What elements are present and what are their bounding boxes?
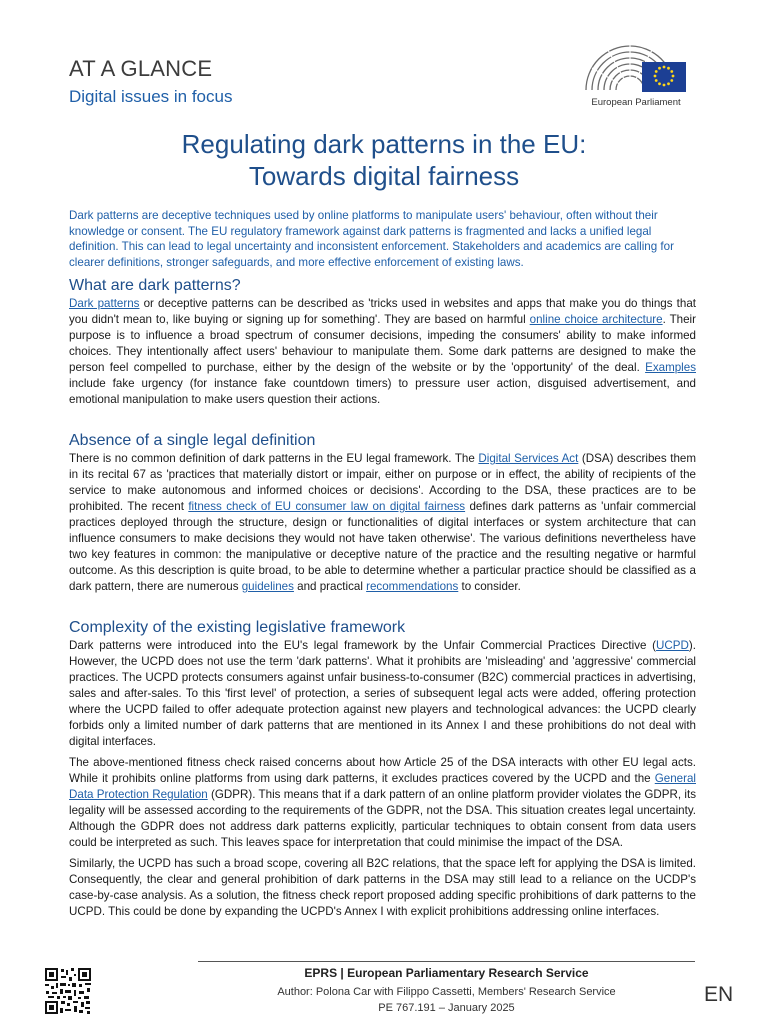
qr-code-icon — [45, 968, 91, 1014]
section-heading-complexity: Complexity of the existing legislative framework — [69, 619, 406, 636]
text-run: The above-mentioned fitness check raised concerns about how Article 25 of the DSA interacts with other EU legal acts. While it prohibits online platforms from using dark patterns, it excludes practices covered by the UCPD and the — [69, 756, 696, 785]
link-guidelines[interactable]: guidelines — [241, 580, 294, 593]
paragraph — [69, 296, 696, 408]
link-online-choice-architecture[interactable]: online choice architecture — [529, 313, 663, 326]
footer-divider — [198, 961, 695, 962]
language-code: EN — [704, 983, 734, 1006]
title-line-2: Towards digital fairness — [248, 161, 520, 191]
link-digital-services-act[interactable]: Digital Services Act — [478, 452, 579, 465]
section-body-complexity — [69, 638, 696, 925]
link-fitness-check[interactable]: fitness check of EU consumer law on digital fairness — [188, 500, 466, 513]
doc-series: Digital issues in focus — [69, 87, 233, 106]
text-run: ). However, the UCPD does not use the term 'dark patterns'. What it prohibits are 'misleading' and 'aggressive' commercial practices. The UCPD protects consumers against unfair business-to-consumer (B2C) commercial practices in advertising, sales and after-sales. To this 'first level' of protection, a series of subsequent legal acts were added, offering protection where the UCPD failed to offer adequate protection against new players and technological advances: the UCPD clearly forbids only a limited number of dark patterns that are mentioned in its Annex I and these prohibitions do not deal with digital interfaces. — [69, 639, 696, 748]
parliament-hemicycle-icon — [580, 38, 692, 96]
footer-reference: PE 767.191 – January 2025 — [378, 1002, 515, 1014]
link-examples[interactable]: Examples — [645, 361, 696, 374]
link-recommendations[interactable]: recommendations — [366, 580, 459, 593]
section-heading-what-are: What are dark patterns? — [69, 277, 241, 294]
paragraph — [69, 451, 696, 595]
text-run: (DSA) describes them in its recital 67 as 'practices that materially distort or impair, either on purpose or in effect, the ability of recipients of the service to make autonomous and informed choices or decisions'. According to the DSA, these practices are to be prohibited. The recent — [69, 452, 696, 513]
document-title — [0, 128, 768, 192]
logo-name: European Parliament — [591, 97, 681, 108]
paragraph — [69, 638, 696, 750]
link-dark-patterns[interactable]: Dark patterns — [69, 297, 140, 310]
footer-organization: EPRS | European Parliamentary Research Service — [304, 966, 589, 980]
link-ucpd[interactable]: UCPD — [656, 639, 689, 652]
text-run: and practical — [293, 580, 367, 593]
doc-kicker: AT A GLANCE — [69, 56, 213, 81]
section-heading-legal-definition: Absence of a single legal definition — [69, 432, 316, 449]
title-line-1: Regulating dark patterns in the EU: — [181, 129, 587, 159]
paragraph: Similarly, the UCPD has such a broad scope, covering all B2C relations, that the space left for applying the DSA is limited. Consequently, the clear and general prohibition of dark patterns in the DSA may still lead to a reliance on the UCDP's case-by-case analysis. As a solution, the fitness check report proposed adding specific prohibitions of dark patterns to the UCPD. This could be done by expanding the UCPD's Annex I with explicit prohibitions addressing online interfaces. — [69, 857, 696, 918]
text-run: . Their purpose is to influence a broad spectrum of consumer decisions, impeding the consumers' ability to make informed choices. They intentionally affect users' behaviour to manipulate them. Some dark patterns are designed to make the person feel compelled to purchase, either by the design of the website or by the 'opportunity' of the deal. — [69, 313, 696, 374]
text-run: Dark patterns were introduced into the EU's legal framework by the Unfair Commercial Practices Directive ( — [69, 639, 657, 652]
text-run: or deceptive patterns can be described as 'tricks used in websites and apps that make you do things that you didn't mean to, like buying or signing up for something'. They are based on harmful — [69, 297, 696, 326]
text-run: (GDPR). This means that if a dark pattern of an online platform provider violates the GDPR, its legality will be assessed according to the requirements of the GDPR, not the DSA. This situation creates legal uncertainty. Although the GDPR does not address dark patterns explicitly, particular techniques to obtain consent from data users could be interpreted as such. This leaves space for interpretation that could minimise the impact of the DSA. — [69, 788, 696, 849]
paragraph — [69, 755, 696, 851]
abstract: Dark patterns are deceptive techniques used by online platforms to manipulate users' behaviour, often without their knowledge or consent. The EU regulatory framework against dark patterns is fragmented and lacks a unified legal definition. This can lead to legal uncertainty and inconsistent enforcement. Stakeholders and academics are calling for clearer definitions, stronger safeguards, and more effective enforcement of existing laws. — [69, 209, 674, 269]
section-body-legal-definition — [69, 451, 696, 600]
footer-author: Author: Polona Car with Filippo Cassetti, Members' Research Service — [277, 986, 616, 998]
text-run: include fake urgency (for instance fake countdown timers) to pressure user action, disguised advertisement, and emotional manipulation to make users question their actions. — [69, 377, 696, 406]
text-run: There is no common definition of dark patterns in the EU legal framework. The — [69, 452, 479, 465]
european-parliament-logo — [580, 38, 692, 114]
text-run: defines dark patterns as 'unfair commercial practices deployed through the structure, design or functionalities of digital interfaces or system architecture that can influence consumers to make decisions they would not have taken otherwise'. The various definitions nevertheless have two key features in common: the manipulative or deceptive nature of the practice and the resulting negative or harmful outcome. As this description is quite broad, to be able to determine whether a particular practice should be classified as a dark pattern, there are numerous — [69, 500, 696, 593]
section-body-what-are — [69, 296, 696, 413]
link-gdpr[interactable]: General Data Protection Regulation — [69, 772, 696, 801]
text-run: to consider. — [458, 580, 521, 593]
